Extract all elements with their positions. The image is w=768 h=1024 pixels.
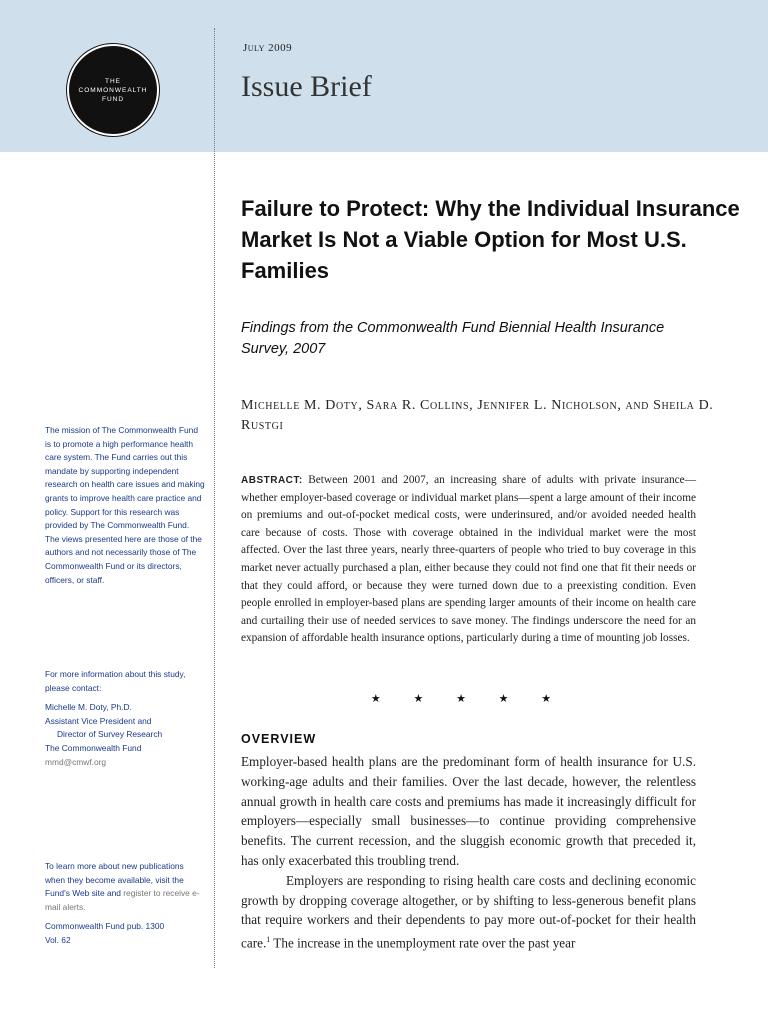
sidebar-publications: [45, 860, 205, 948]
contact-title: Assistant Vice President and: [45, 715, 152, 726]
abstract-text: Between 2001 and 2007, an increasing share of adults with private insurance—whether employer-based coverage or individual market plans—spent a large amount of their income on premiums and out-of-pocket medical costs, were underinsured, and/or avoided needed health care because of costs. Those with coverage obtained in the individual market were the most affected. Over the last three years, nearly three-quarters of people who tried to buy coverage in this market never actually purchased a plan, either because they could not find one that fit their needs or that they could afford, or because they were turned down due to a preexisting condition. Even people enrolled in employer-based plans are spending larger amounts of their income on health care and curtailing their use of needed services to save money. The findings underscore the need for an expansion of affordable health insurance options, particularly during a time of mounting job losses.: [241, 474, 696, 645]
logo-line: COMMONWEALTH: [78, 86, 148, 94]
register-link[interactable]: register to receive e-mail alerts.: [45, 888, 200, 912]
contact-org: The Commonwealth Fund: [45, 742, 142, 753]
mission-text: The mission of The Commonwealth Fund is to promote a high performance health care system. The Fund carries out this mandate by supporting independent research on health care issues and making grants to improve health care practice and policy. Support for this research was provided by The Commonwealth Fund. The views presented here are those of the authors and not necessarily those of The Commonwealth Fund or its directors, officers, or staff.: [45, 425, 205, 585]
overview-paragraph-text: The increase in the unemployment rate over the past year: [270, 935, 576, 951]
logo-line: THE: [105, 77, 121, 85]
publication-number: Commonwealth Fund pub. 1300: [45, 921, 165, 932]
article-authors: Michelle M. Doty, Sara R. Collins, Jennifer L. Nicholson, and Sheila D. Rustgi: [241, 398, 714, 433]
abstract-label: ABSTRACT:: [241, 475, 303, 486]
publications-text: To learn more about new publications when they become available, visit the Fund's Web site and: [45, 861, 184, 899]
abstract: [241, 472, 696, 648]
article-subtitle: Findings from the Commonwealth Fund Biennial Health Insurance Survey, 2007: [241, 320, 665, 357]
article-title: Failure to Protect: Why the Individual Insurance Market Is Not a Viable Option for Most U.S. Families: [241, 196, 740, 283]
footnote-ref[interactable]: 1: [266, 935, 271, 945]
series-title: Issue Brief: [241, 70, 372, 103]
sidebar-mission: [45, 424, 205, 587]
column-divider: [214, 28, 215, 968]
overview-body: [241, 752, 696, 953]
publication-volume: Vol. 62: [45, 934, 71, 945]
publications-info: [45, 860, 205, 914]
logo-line: FUND: [101, 95, 125, 103]
overview-paragraph-text: Employers are responding to rising health care costs and declining economic growth by dropping coverage altogether, or by shifting to less-generous benefit plans that require workers and their dependents to pay more out-of-pocket for their health care.: [241, 872, 696, 951]
commonwealth-fund-logo[interactable]: [67, 44, 159, 136]
publication-date: July 2009: [243, 42, 293, 54]
overview-paragraph: [241, 871, 696, 954]
overview-heading: OVERVIEW: [241, 732, 317, 746]
overview-paragraph: Employer-based health plans are the predominant form of health insurance for U.S. working-age adults and their families. Over the last decade, however, the relentless annual growth in health care costs and premiums has made it increasingly difficult for employers—especially small businesses—to continue providing comprehensive benefits. The current recession, and the sluggish economic growth that preceded it, has only exacerbated this troubling trend.: [241, 754, 696, 868]
contact-title: Director of Survey Research: [57, 729, 163, 740]
contact-intro: For more information about this study, please contact:: [45, 669, 186, 693]
sidebar-contact: [45, 668, 205, 769]
contact-email[interactable]: mmd@cmwf.org: [45, 756, 107, 767]
section-separator: ★ ★ ★ ★ ★: [370, 693, 567, 705]
contact-name: Michelle M. Doty, Ph.D.: [45, 702, 132, 713]
